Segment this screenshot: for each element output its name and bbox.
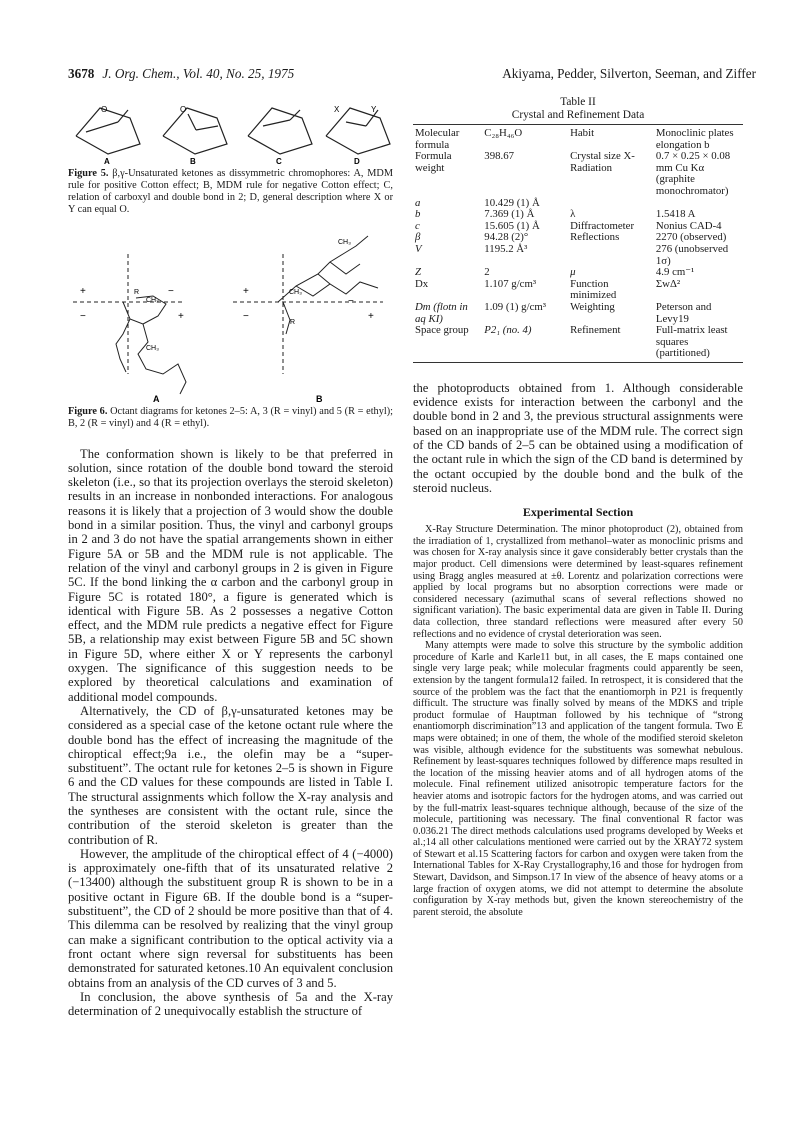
table-cell: β — [415, 231, 421, 244]
figure-6b-label: B — [316, 394, 323, 405]
struct-label: Y — [371, 105, 377, 114]
table-2-title: Table II — [560, 96, 596, 108]
table-cell: Weighting — [570, 300, 615, 313]
table-cell: Dx — [415, 277, 429, 290]
paragraph: The conformation shown is likely to be that preferred in solution, since rotation of the double bond toward the steroid skeleton (i.e., so that its projection overlays the steroid skeleton) results in an increase in nonbonded interactions. For analogous reasons it is likely that a projection of 3 would show the double bond in a similar position. Thus, the vinyl and carbonyl groups in 2 and 3 do not have the spatial arrangements shown in either Figure 5A or 5B and the MDM rule is not applicable. The relation of the vinyl and carbonyl groups in 2 is given in Figure 5C. If the bond linking the α carbon and the carbonyl group in Figure 5C is rotated 180°, a figure is generated which is identical with Figure 5B. As 2 possesses a negative Cotton effect, and the MDM rule predicts a negative effect for Figure 5B, a relationship may exist between Figure 5B and 5C shown in Figure 5D, where either X or Y represents the carbonyl oxygen. The significance of this suggestion needs to be explored by theoretical calculations and examination of additional model compounds. — [68, 446, 393, 704]
struct-label: O — [180, 105, 187, 114]
figure-6-caption — [68, 406, 393, 430]
table-cell: μ — [570, 266, 576, 279]
table-cell: b — [415, 208, 421, 221]
octant-sign: + — [243, 286, 249, 298]
octant-sign: + — [178, 311, 184, 323]
right-column — [413, 96, 743, 918]
table-cell: 398.67 — [484, 150, 514, 163]
octant-sign: − — [80, 311, 86, 323]
group-label: CH₃ — [146, 297, 159, 305]
table-row — [413, 325, 743, 362]
page-journal-line — [68, 66, 294, 82]
figure-5-caption-title: Figure 5. — [68, 168, 109, 179]
table-cell: a — [415, 196, 421, 209]
figure-5-caption — [68, 168, 393, 216]
table-row — [413, 209, 743, 221]
left-column — [68, 96, 393, 1018]
table-cell: C₂₈H₄₆O — [482, 125, 568, 152]
table-cell: 1195.2 Å³ — [484, 242, 528, 255]
figure-5a-label: A — [104, 157, 110, 164]
table-cell: ΣwΔ² — [655, 277, 681, 290]
table-cell: 1.09 (1) g/cm³ — [484, 300, 547, 313]
figure-5c-label: C — [276, 157, 282, 164]
table-cell: c — [415, 219, 420, 232]
table-cell: Molecular formula — [413, 125, 482, 152]
group-label: CH₃ — [289, 289, 302, 297]
table-cell: V — [415, 242, 422, 255]
journal-citation: J. Org. Chem., Vol. 40, No. 25, 1975 — [102, 66, 295, 81]
struct-label: X — [334, 105, 340, 114]
octant-sign: + — [80, 286, 86, 298]
octant-sign: + — [368, 311, 374, 323]
table-cell: P2₁ (no. 4) — [482, 325, 568, 362]
table-cell: 15.605 (1) Å — [484, 219, 540, 232]
paragraph: Alternatively, the CD of β,γ-unsaturated ketones may be considered as a special case of the ketone octant rule where the double bond has the effect of increasing the magnitude of the chiroptical effect;9a i.e., the olefin may be a “super-substituent”. The octant rule for ketones 2–5 is shown in Figure 6 and the CD values for these compounds are listed in Table I. The structural assignments which follow the X-ray analysis and the syntheses are consistent with the octant rule, since the contribution of the steroid skeleton is greater than the contribution of R. — [68, 703, 393, 847]
table-cell: 0.7 × 0.25 × 0.08 mm Cu Kα (graphite monochromator) — [655, 150, 731, 197]
table-cell: 94.28 (2)° — [484, 231, 529, 244]
table-cell: Full-matrix least squares (partitioned) — [654, 325, 743, 362]
octant-sign: − — [348, 296, 354, 308]
figure-6-caption-text: Octant diagrams for ketones 2–5: A, 3 (R = vinyl) and 5 (R = ethyl); B, 2 (R = vinyl) and 4 (R = ethyl). — [68, 406, 394, 430]
paragraph: In conclusion, the above synthesis of 5a and the X-ray determination of 2 unequivocally establish the structure of — [68, 989, 393, 1019]
group-label: CH₃ — [338, 239, 351, 247]
table-cell: Refinement — [568, 325, 654, 362]
table-row — [413, 125, 743, 152]
figure-6 — [68, 224, 393, 404]
octant-sign: − — [168, 286, 174, 298]
table-cell: 4.9 cm⁻¹ — [655, 266, 695, 279]
table-cell: 1.5418 A — [655, 208, 696, 221]
table-cell: 2 — [484, 266, 490, 279]
paragraph: X-Ray Structure Determination. The minor photoproduct (2), obtained from the irradiation of 1, crystallized from methanol–water as monoclinic prisms and was chosen for X-ray analysis since it gave considerably better crystals than the major product. Cell dimensions were determined by least-squares refinement using Bragg angles measured at ±θ. Lorentz and polarization corrections were applied by local programs but no absorption corrections were made or considered necessary (azimuthal scans of several reflections showed no significant variation). The basic experimental data are given in Table II. During data collection, three standard reflections were measured after every 50 reflections and no evidence of crystal deterioration was seen. — [413, 524, 743, 640]
figure-5-drawing — [68, 96, 393, 164]
group-label: R — [134, 289, 140, 297]
table-cell: Habit — [568, 125, 654, 152]
paragraph: the photoproducts obtained from 1. Although considerable evidence exists for interaction between the carbonyl and the double bond in 2 and 3, the previous structural assignments were based on an inappropriate use of the MDM rule. The correct sign of the CD bands of 2–5 can be obtained using a modification of the octant rule in which the sign of the CD band is determined by the octant occupied by the double bond and the bulk of the steroid nucleus. — [413, 380, 743, 495]
table-cell — [568, 244, 654, 267]
table-row — [413, 302, 743, 325]
table-row — [413, 279, 743, 302]
table-row — [413, 244, 743, 267]
table-cell: λ — [570, 208, 576, 221]
table-cell: Peterson and Levy19 — [655, 300, 712, 325]
table-cell: 1.107 g/cm³ — [484, 277, 537, 290]
figure-6a-label: A — [153, 394, 160, 405]
page-number: 3678 — [68, 66, 95, 81]
section-title: Experimental Section — [522, 505, 634, 520]
table-2-subtitle: Crystal and Refinement Data — [511, 109, 645, 121]
running-header — [68, 66, 756, 84]
table-cell: Monoclinic plates elongation b — [654, 125, 743, 152]
experimental-text — [413, 524, 743, 918]
figure-5d-label: D — [354, 157, 360, 164]
table-cell: Reflections — [570, 231, 620, 244]
table-cell: Dm (flotn in aq KI) — [415, 300, 468, 325]
right-body-text — [413, 381, 743, 495]
table-2 — [413, 124, 743, 363]
paragraph: Many attempts were made to solve this structure by the symbolic addition procedure of Karle and Karle11 but, in all cases, the E maps contained one single very large peak; while molecular fragments could apparently be seen, extension by the tangent formula12 failed. In retrospect, it is considered that the source of the problem was the fact that the enantiomorph in P21 is frequently difficult. The structure was finally solved by means of the MDKS and triple product formulae of Hauptman followed by his technique of “strong enantiomorph discrimination”13 and application of the tangent formula. Two E maps were obtained; in one of them, the whole of the modified steroid skeleton was visible, although evidence for the substituents was somewhat nebulous. Refinement by least-squares techniques followed by difference maps resulted in the location of the missing heavier atoms and of all hydrogen atoms of the molecule. Final refinement utilized anisotropic temperature factors for the heavier atoms and isotropic factors for the hydrogen atoms, and was carried out by the full-matrix least-squares technique although, because of the size of the molecule, partitioning was necessary. The final conventional R factor was 0.036.21 The direct methods calculations used programs developed by Weeks et al.;14 all other calculations mentioned were carried out by the XRAY72 system of Stewart et al.15 Scattering factors for carbon and oxygen were taken from the International Tables for X-Ray Crystallography,16 and those for hydrogen from Stewart, Davidson, and Simpson.17 In view of the absence of heavy atoms or a large fraction of oxygen atoms, we did not attempt to determine the absolute configuration by X-ray methods but, given the known stereochemistry of the parent steroid, the absolute — [413, 640, 743, 918]
table-cell: 276 (unobserved 1σ) — [655, 242, 729, 267]
figure-5-caption-text: β,γ-Unsaturated ketones as dissymmetric chromophores: A, MDM rule for positive Cotton effect; B, MDM rule for negative Cotton effect; C, relation of carboxyl and double bond in 2; D, general description where X or Y can equal O. — [68, 168, 394, 216]
author-list: Akiyama, Pedder, Silverton, Seeman, and Ziffer — [502, 66, 756, 81]
octant-sign: − — [243, 311, 249, 323]
table-cell: Space group — [413, 325, 482, 362]
left-body-text — [68, 447, 393, 1019]
table-cell: 7.369 (1) Å — [484, 208, 535, 221]
table-cell: 10.429 (1) Å — [484, 196, 540, 209]
paragraph: However, the amplitude of the chiroptical effect of 4 (−4000) is approximately one-fifth that of its unsaturated relative 2 (−13400) although the substituent group R is shown to be in a positive octant in Figure 6B. If the double bond is a “super-substituent”, the CD of 2 should be more positive than that of 4. This dilemma can be resolved by realizing that the vinyl group can make a significant contribution to the optical activity via a front octant where sign reversal for substituents has been demonstrated for saturated ketones.10 An equivalent conclusion obtains from an analysis of the CD curves of 3 and 5. — [68, 846, 393, 990]
table-cell: Function minimized — [570, 277, 617, 302]
table-cell: Formula weight — [415, 150, 452, 174]
table-cell: Crystal size X-Radiation — [570, 150, 635, 174]
group-label: R — [290, 319, 296, 327]
table-cell: Z — [415, 266, 422, 279]
group-label: CH₃ — [146, 345, 159, 353]
table-cell: Nonius CAD-4 — [655, 219, 722, 232]
figure-5 — [68, 96, 393, 164]
figure-6-caption-title: Figure 6. — [68, 406, 108, 418]
table-cell — [568, 198, 654, 210]
figure-5b-label: B — [190, 157, 196, 164]
table-cell: Diffractometer — [570, 219, 635, 232]
table-cell: 2270 (observed) — [655, 231, 727, 244]
table-row — [413, 151, 743, 197]
struct-label: O — [101, 105, 108, 114]
figure-6-drawing — [68, 224, 393, 404]
table-row — [413, 267, 743, 279]
